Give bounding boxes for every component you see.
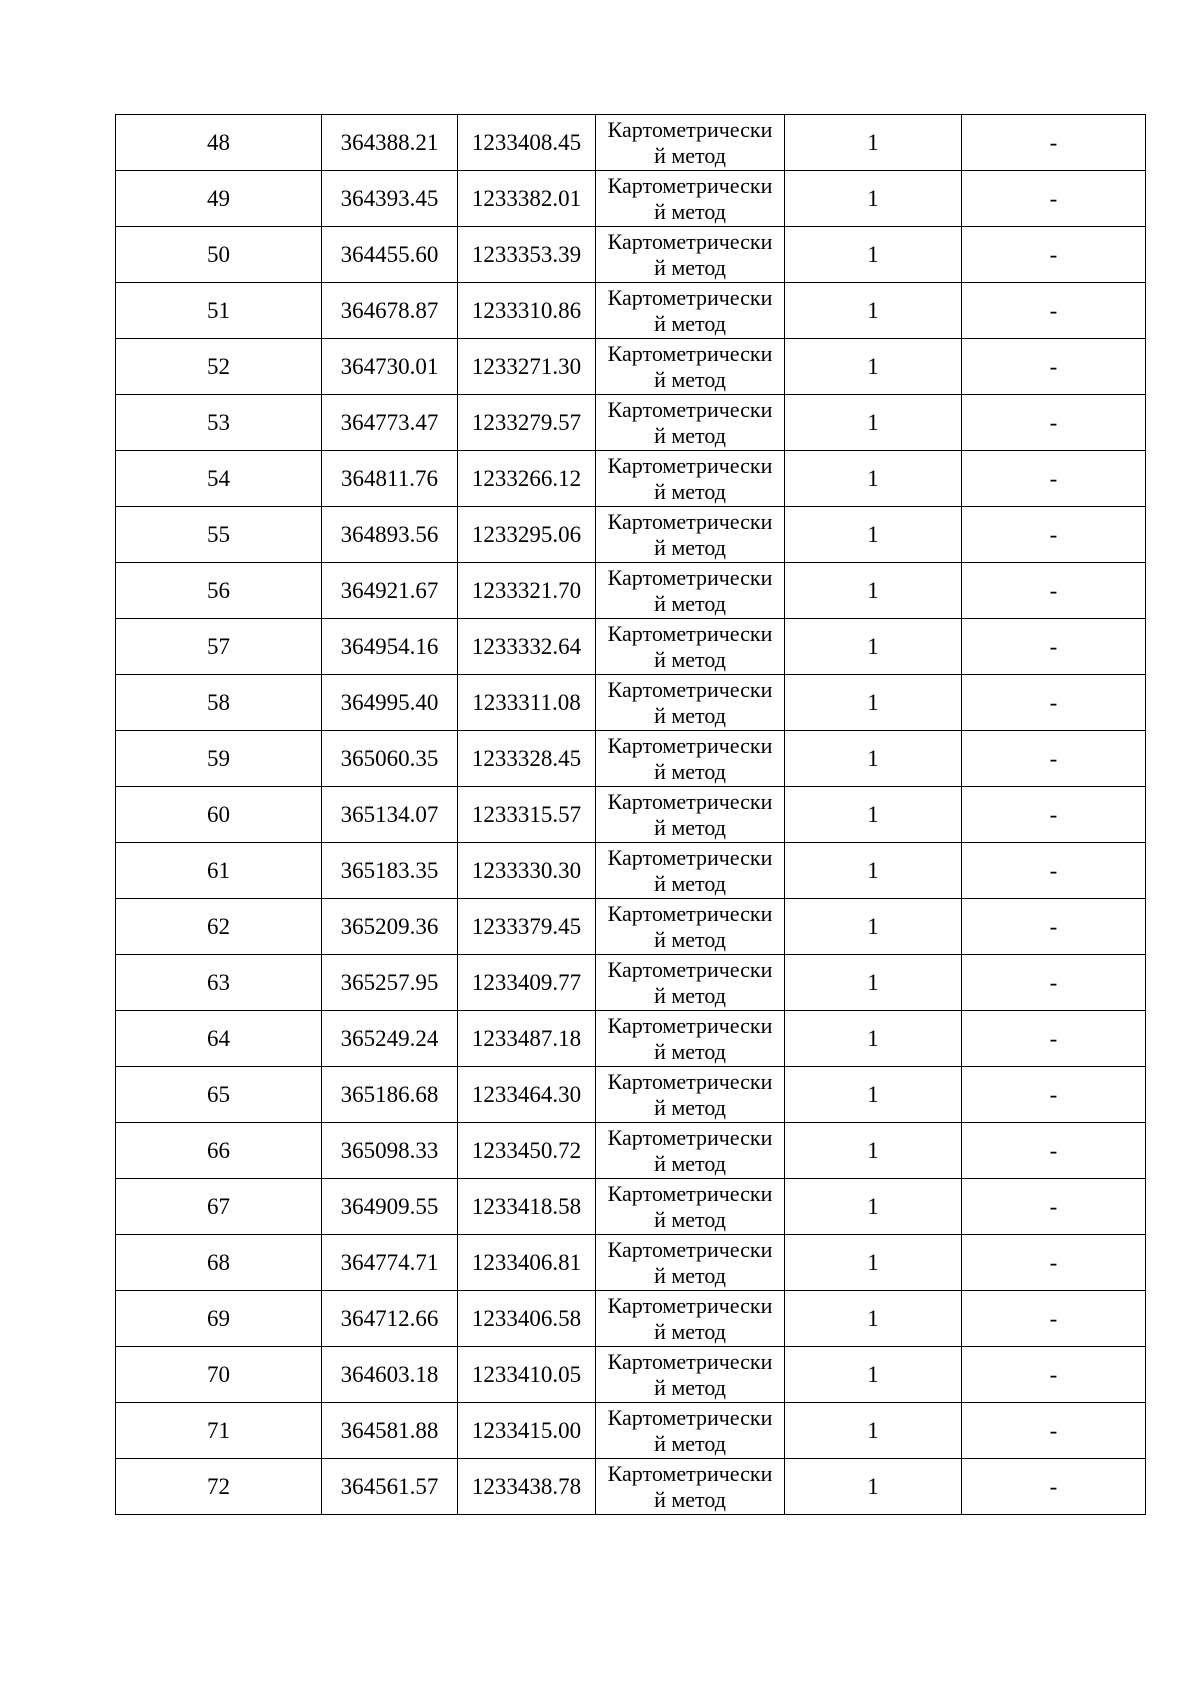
method-cell — [596, 1291, 785, 1347]
accuracy-cell: 1 — [785, 619, 962, 675]
x-coordinate-cell: 364678.87 — [322, 283, 458, 339]
y-coordinate-cell: 1233271.30 — [458, 339, 596, 395]
x-coordinate-cell: 365134.07 — [322, 787, 458, 843]
method-cell — [596, 1235, 785, 1291]
x-coordinate-cell: 365098.33 — [322, 1123, 458, 1179]
description-cell: - — [962, 955, 1146, 1011]
description-cell: - — [962, 451, 1146, 507]
method-text-line-2: й метод — [654, 1374, 726, 1400]
description-cell: - — [962, 1235, 1146, 1291]
method-text-line-2: й метод — [654, 870, 726, 896]
point-number-cell: 69 — [116, 1291, 322, 1347]
method-text-line-1: Картометрически — [607, 452, 773, 478]
method-text-line-2: й метод — [654, 198, 726, 224]
accuracy-cell: 1 — [785, 843, 962, 899]
x-coordinate-cell: 364909.55 — [322, 1179, 458, 1235]
table-row — [116, 115, 1146, 171]
method-cell — [596, 899, 785, 955]
method-cell — [596, 675, 785, 731]
table-row — [116, 171, 1146, 227]
x-coordinate-cell: 364712.66 — [322, 1291, 458, 1347]
y-coordinate-cell: 1233379.45 — [458, 899, 596, 955]
description-cell: - — [962, 227, 1146, 283]
method-text-line-1: Картометрически — [607, 1292, 773, 1318]
table-row — [116, 675, 1146, 731]
description-cell: - — [962, 563, 1146, 619]
method-text-line-2: й метод — [654, 1094, 726, 1120]
point-number-cell: 55 — [116, 507, 322, 563]
description-cell: - — [962, 1347, 1146, 1403]
x-coordinate-cell: 364388.21 — [322, 115, 458, 171]
method-text-line-2: й метод — [654, 1038, 726, 1064]
y-coordinate-cell: 1233415.00 — [458, 1403, 596, 1459]
method-text-line-1: Картометрически — [607, 340, 773, 366]
y-coordinate-cell: 1233328.45 — [458, 731, 596, 787]
y-coordinate-cell: 1233408.45 — [458, 115, 596, 171]
method-text-line-2: й метод — [654, 814, 726, 840]
point-number-cell: 48 — [116, 115, 322, 171]
table-row — [116, 395, 1146, 451]
accuracy-cell: 1 — [785, 451, 962, 507]
accuracy-cell: 1 — [785, 227, 962, 283]
method-text-line-1: Картометрически — [607, 1236, 773, 1262]
x-coordinate-cell: 364581.88 — [322, 1403, 458, 1459]
method-text-line-1: Картометрически — [607, 396, 773, 422]
description-cell: - — [962, 1011, 1146, 1067]
method-cell — [596, 563, 785, 619]
table-row — [116, 1179, 1146, 1235]
accuracy-cell: 1 — [785, 563, 962, 619]
method-text-line-2: й метод — [654, 758, 726, 784]
method-text-line-2: й метод — [654, 310, 726, 336]
accuracy-cell: 1 — [785, 339, 962, 395]
accuracy-cell: 1 — [785, 1235, 962, 1291]
accuracy-cell: 1 — [785, 1123, 962, 1179]
point-number-cell: 52 — [116, 339, 322, 395]
point-number-cell: 72 — [116, 1459, 322, 1515]
x-coordinate-cell: 364393.45 — [322, 171, 458, 227]
x-coordinate-cell: 364455.60 — [322, 227, 458, 283]
point-number-cell: 60 — [116, 787, 322, 843]
table-row — [116, 451, 1146, 507]
method-cell — [596, 1347, 785, 1403]
method-cell — [596, 619, 785, 675]
method-text-line-2: й метод — [654, 1206, 726, 1232]
x-coordinate-cell: 364811.76 — [322, 451, 458, 507]
point-number-cell: 65 — [116, 1067, 322, 1123]
y-coordinate-cell: 1233406.58 — [458, 1291, 596, 1347]
x-coordinate-cell: 365060.35 — [322, 731, 458, 787]
accuracy-cell: 1 — [785, 115, 962, 171]
method-text-line-2: й метод — [654, 702, 726, 728]
accuracy-cell: 1 — [785, 1459, 962, 1515]
accuracy-cell: 1 — [785, 675, 962, 731]
y-coordinate-cell: 1233311.08 — [458, 675, 596, 731]
method-text-line-2: й метод — [654, 1430, 726, 1456]
method-cell — [596, 171, 785, 227]
point-number-cell: 66 — [116, 1123, 322, 1179]
x-coordinate-cell: 364603.18 — [322, 1347, 458, 1403]
x-coordinate-cell: 364954.16 — [322, 619, 458, 675]
accuracy-cell: 1 — [785, 1011, 962, 1067]
method-cell — [596, 1459, 785, 1515]
method-text-line-1: Картометрически — [607, 956, 773, 982]
coordinates-table — [115, 114, 1146, 1515]
method-text-line-1: Картометрически — [607, 844, 773, 870]
table-row — [116, 1235, 1146, 1291]
description-cell: - — [962, 283, 1146, 339]
y-coordinate-cell: 1233295.06 — [458, 507, 596, 563]
method-text-line-1: Картометрически — [607, 1124, 773, 1150]
point-number-cell: 61 — [116, 843, 322, 899]
accuracy-cell: 1 — [785, 283, 962, 339]
method-text-line-1: Картометрически — [607, 284, 773, 310]
y-coordinate-cell: 1233409.77 — [458, 955, 596, 1011]
description-cell: - — [962, 395, 1146, 451]
x-coordinate-cell: 364773.47 — [322, 395, 458, 451]
point-number-cell: 56 — [116, 563, 322, 619]
y-coordinate-cell: 1233310.86 — [458, 283, 596, 339]
method-text-line-2: й метод — [654, 926, 726, 952]
method-text-line-1: Картометрически — [607, 172, 773, 198]
method-text-line-2: й метод — [654, 1150, 726, 1176]
point-number-cell: 63 — [116, 955, 322, 1011]
point-number-cell: 67 — [116, 1179, 322, 1235]
table-row — [116, 283, 1146, 339]
method-cell — [596, 787, 785, 843]
description-cell: - — [962, 1403, 1146, 1459]
method-text-line-2: й метод — [654, 478, 726, 504]
method-text-line-1: Картометрически — [607, 1068, 773, 1094]
y-coordinate-cell: 1233315.57 — [458, 787, 596, 843]
x-coordinate-cell: 365183.35 — [322, 843, 458, 899]
method-text-line-2: й метод — [654, 1318, 726, 1344]
y-coordinate-cell: 1233450.72 — [458, 1123, 596, 1179]
method-text-line-2: й метод — [654, 590, 726, 616]
description-cell: - — [962, 115, 1146, 171]
x-coordinate-cell: 365209.36 — [322, 899, 458, 955]
point-number-cell: 58 — [116, 675, 322, 731]
x-coordinate-cell: 365257.95 — [322, 955, 458, 1011]
method-text-line-1: Картометрически — [607, 1180, 773, 1206]
table-row — [116, 843, 1146, 899]
accuracy-cell: 1 — [785, 1179, 962, 1235]
table-row — [116, 1403, 1146, 1459]
y-coordinate-cell: 1233410.05 — [458, 1347, 596, 1403]
coordinates-table-body — [116, 115, 1146, 1515]
x-coordinate-cell: 364730.01 — [322, 339, 458, 395]
method-text-line-2: й метод — [654, 142, 726, 168]
method-text-line-1: Картометрически — [607, 1012, 773, 1038]
y-coordinate-cell: 1233406.81 — [458, 1235, 596, 1291]
method-cell — [596, 955, 785, 1011]
x-coordinate-cell: 364995.40 — [322, 675, 458, 731]
description-cell: - — [962, 1459, 1146, 1515]
table-row — [116, 1123, 1146, 1179]
description-cell: - — [962, 507, 1146, 563]
method-text-line-2: й метод — [654, 366, 726, 392]
method-text-line-2: й метод — [654, 646, 726, 672]
method-text-line-1: Картометрически — [607, 508, 773, 534]
accuracy-cell: 1 — [785, 899, 962, 955]
description-cell: - — [962, 1067, 1146, 1123]
table-row — [116, 1067, 1146, 1123]
point-number-cell: 64 — [116, 1011, 322, 1067]
description-cell: - — [962, 171, 1146, 227]
table-row — [116, 955, 1146, 1011]
x-coordinate-cell: 364893.56 — [322, 507, 458, 563]
point-number-cell: 57 — [116, 619, 322, 675]
method-cell — [596, 451, 785, 507]
method-cell — [596, 1123, 785, 1179]
accuracy-cell: 1 — [785, 731, 962, 787]
method-cell — [596, 1403, 785, 1459]
point-number-cell: 68 — [116, 1235, 322, 1291]
table-row — [116, 227, 1146, 283]
point-number-cell: 70 — [116, 1347, 322, 1403]
table-row — [116, 563, 1146, 619]
table-row — [116, 507, 1146, 563]
point-number-cell: 62 — [116, 899, 322, 955]
table-row — [116, 1291, 1146, 1347]
description-cell: - — [962, 1179, 1146, 1235]
method-text-line-2: й метод — [654, 254, 726, 280]
x-coordinate-cell: 365249.24 — [322, 1011, 458, 1067]
y-coordinate-cell: 1233332.64 — [458, 619, 596, 675]
method-cell — [596, 1067, 785, 1123]
y-coordinate-cell: 1233266.12 — [458, 451, 596, 507]
method-cell — [596, 395, 785, 451]
point-number-cell: 59 — [116, 731, 322, 787]
description-cell: - — [962, 619, 1146, 675]
table-row — [116, 1459, 1146, 1515]
accuracy-cell: 1 — [785, 1347, 962, 1403]
point-number-cell: 53 — [116, 395, 322, 451]
table-row — [116, 899, 1146, 955]
y-coordinate-cell: 1233279.57 — [458, 395, 596, 451]
method-text-line-1: Картометрически — [607, 1404, 773, 1430]
x-coordinate-cell: 365186.68 — [322, 1067, 458, 1123]
description-cell: - — [962, 675, 1146, 731]
method-cell — [596, 507, 785, 563]
method-cell — [596, 227, 785, 283]
accuracy-cell: 1 — [785, 787, 962, 843]
table-row — [116, 731, 1146, 787]
description-cell: - — [962, 339, 1146, 395]
point-number-cell: 49 — [116, 171, 322, 227]
method-text-line-1: Картометрически — [607, 620, 773, 646]
method-cell — [596, 843, 785, 899]
method-cell — [596, 1179, 785, 1235]
method-text-line-2: й метод — [654, 1262, 726, 1288]
description-cell: - — [962, 1123, 1146, 1179]
method-text-line-1: Картометрически — [607, 788, 773, 814]
y-coordinate-cell: 1233464.30 — [458, 1067, 596, 1123]
y-coordinate-cell: 1233487.18 — [458, 1011, 596, 1067]
description-cell: - — [962, 731, 1146, 787]
table-row — [116, 787, 1146, 843]
method-text-line-1: Картометрически — [607, 228, 773, 254]
table-row — [116, 1011, 1146, 1067]
accuracy-cell: 1 — [785, 1291, 962, 1347]
method-cell — [596, 339, 785, 395]
table-row — [116, 619, 1146, 675]
description-cell: - — [962, 843, 1146, 899]
accuracy-cell: 1 — [785, 1067, 962, 1123]
point-number-cell: 51 — [116, 283, 322, 339]
point-number-cell: 71 — [116, 1403, 322, 1459]
x-coordinate-cell: 364774.71 — [322, 1235, 458, 1291]
method-cell — [596, 115, 785, 171]
y-coordinate-cell: 1233418.58 — [458, 1179, 596, 1235]
description-cell: - — [962, 787, 1146, 843]
method-text-line-2: й метод — [654, 982, 726, 1008]
table-row — [116, 1347, 1146, 1403]
y-coordinate-cell: 1233438.78 — [458, 1459, 596, 1515]
method-text-line-1: Картометрически — [607, 900, 773, 926]
accuracy-cell: 1 — [785, 395, 962, 451]
method-cell — [596, 731, 785, 787]
method-text-line-1: Картометрически — [607, 1348, 773, 1374]
point-number-cell: 50 — [116, 227, 322, 283]
method-cell — [596, 283, 785, 339]
method-text-line-2: й метод — [654, 534, 726, 560]
accuracy-cell: 1 — [785, 955, 962, 1011]
method-text-line-1: Картометрически — [607, 676, 773, 702]
method-text-line-1: Картометрически — [607, 732, 773, 758]
y-coordinate-cell: 1233330.30 — [458, 843, 596, 899]
method-text-line-2: й метод — [654, 1486, 726, 1512]
accuracy-cell: 1 — [785, 507, 962, 563]
accuracy-cell: 1 — [785, 1403, 962, 1459]
point-number-cell: 54 — [116, 451, 322, 507]
method-text-line-1: Картометрически — [607, 1460, 773, 1486]
y-coordinate-cell: 1233382.01 — [458, 171, 596, 227]
method-text-line-1: Картометрически — [607, 564, 773, 590]
y-coordinate-cell: 1233353.39 — [458, 227, 596, 283]
y-coordinate-cell: 1233321.70 — [458, 563, 596, 619]
description-cell: - — [962, 1291, 1146, 1347]
method-cell — [596, 1011, 785, 1067]
x-coordinate-cell: 364561.57 — [322, 1459, 458, 1515]
method-text-line-1: Картометрически — [607, 116, 773, 142]
method-text-line-2: й метод — [654, 422, 726, 448]
table-row — [116, 339, 1146, 395]
description-cell: - — [962, 899, 1146, 955]
x-coordinate-cell: 364921.67 — [322, 563, 458, 619]
accuracy-cell: 1 — [785, 171, 962, 227]
